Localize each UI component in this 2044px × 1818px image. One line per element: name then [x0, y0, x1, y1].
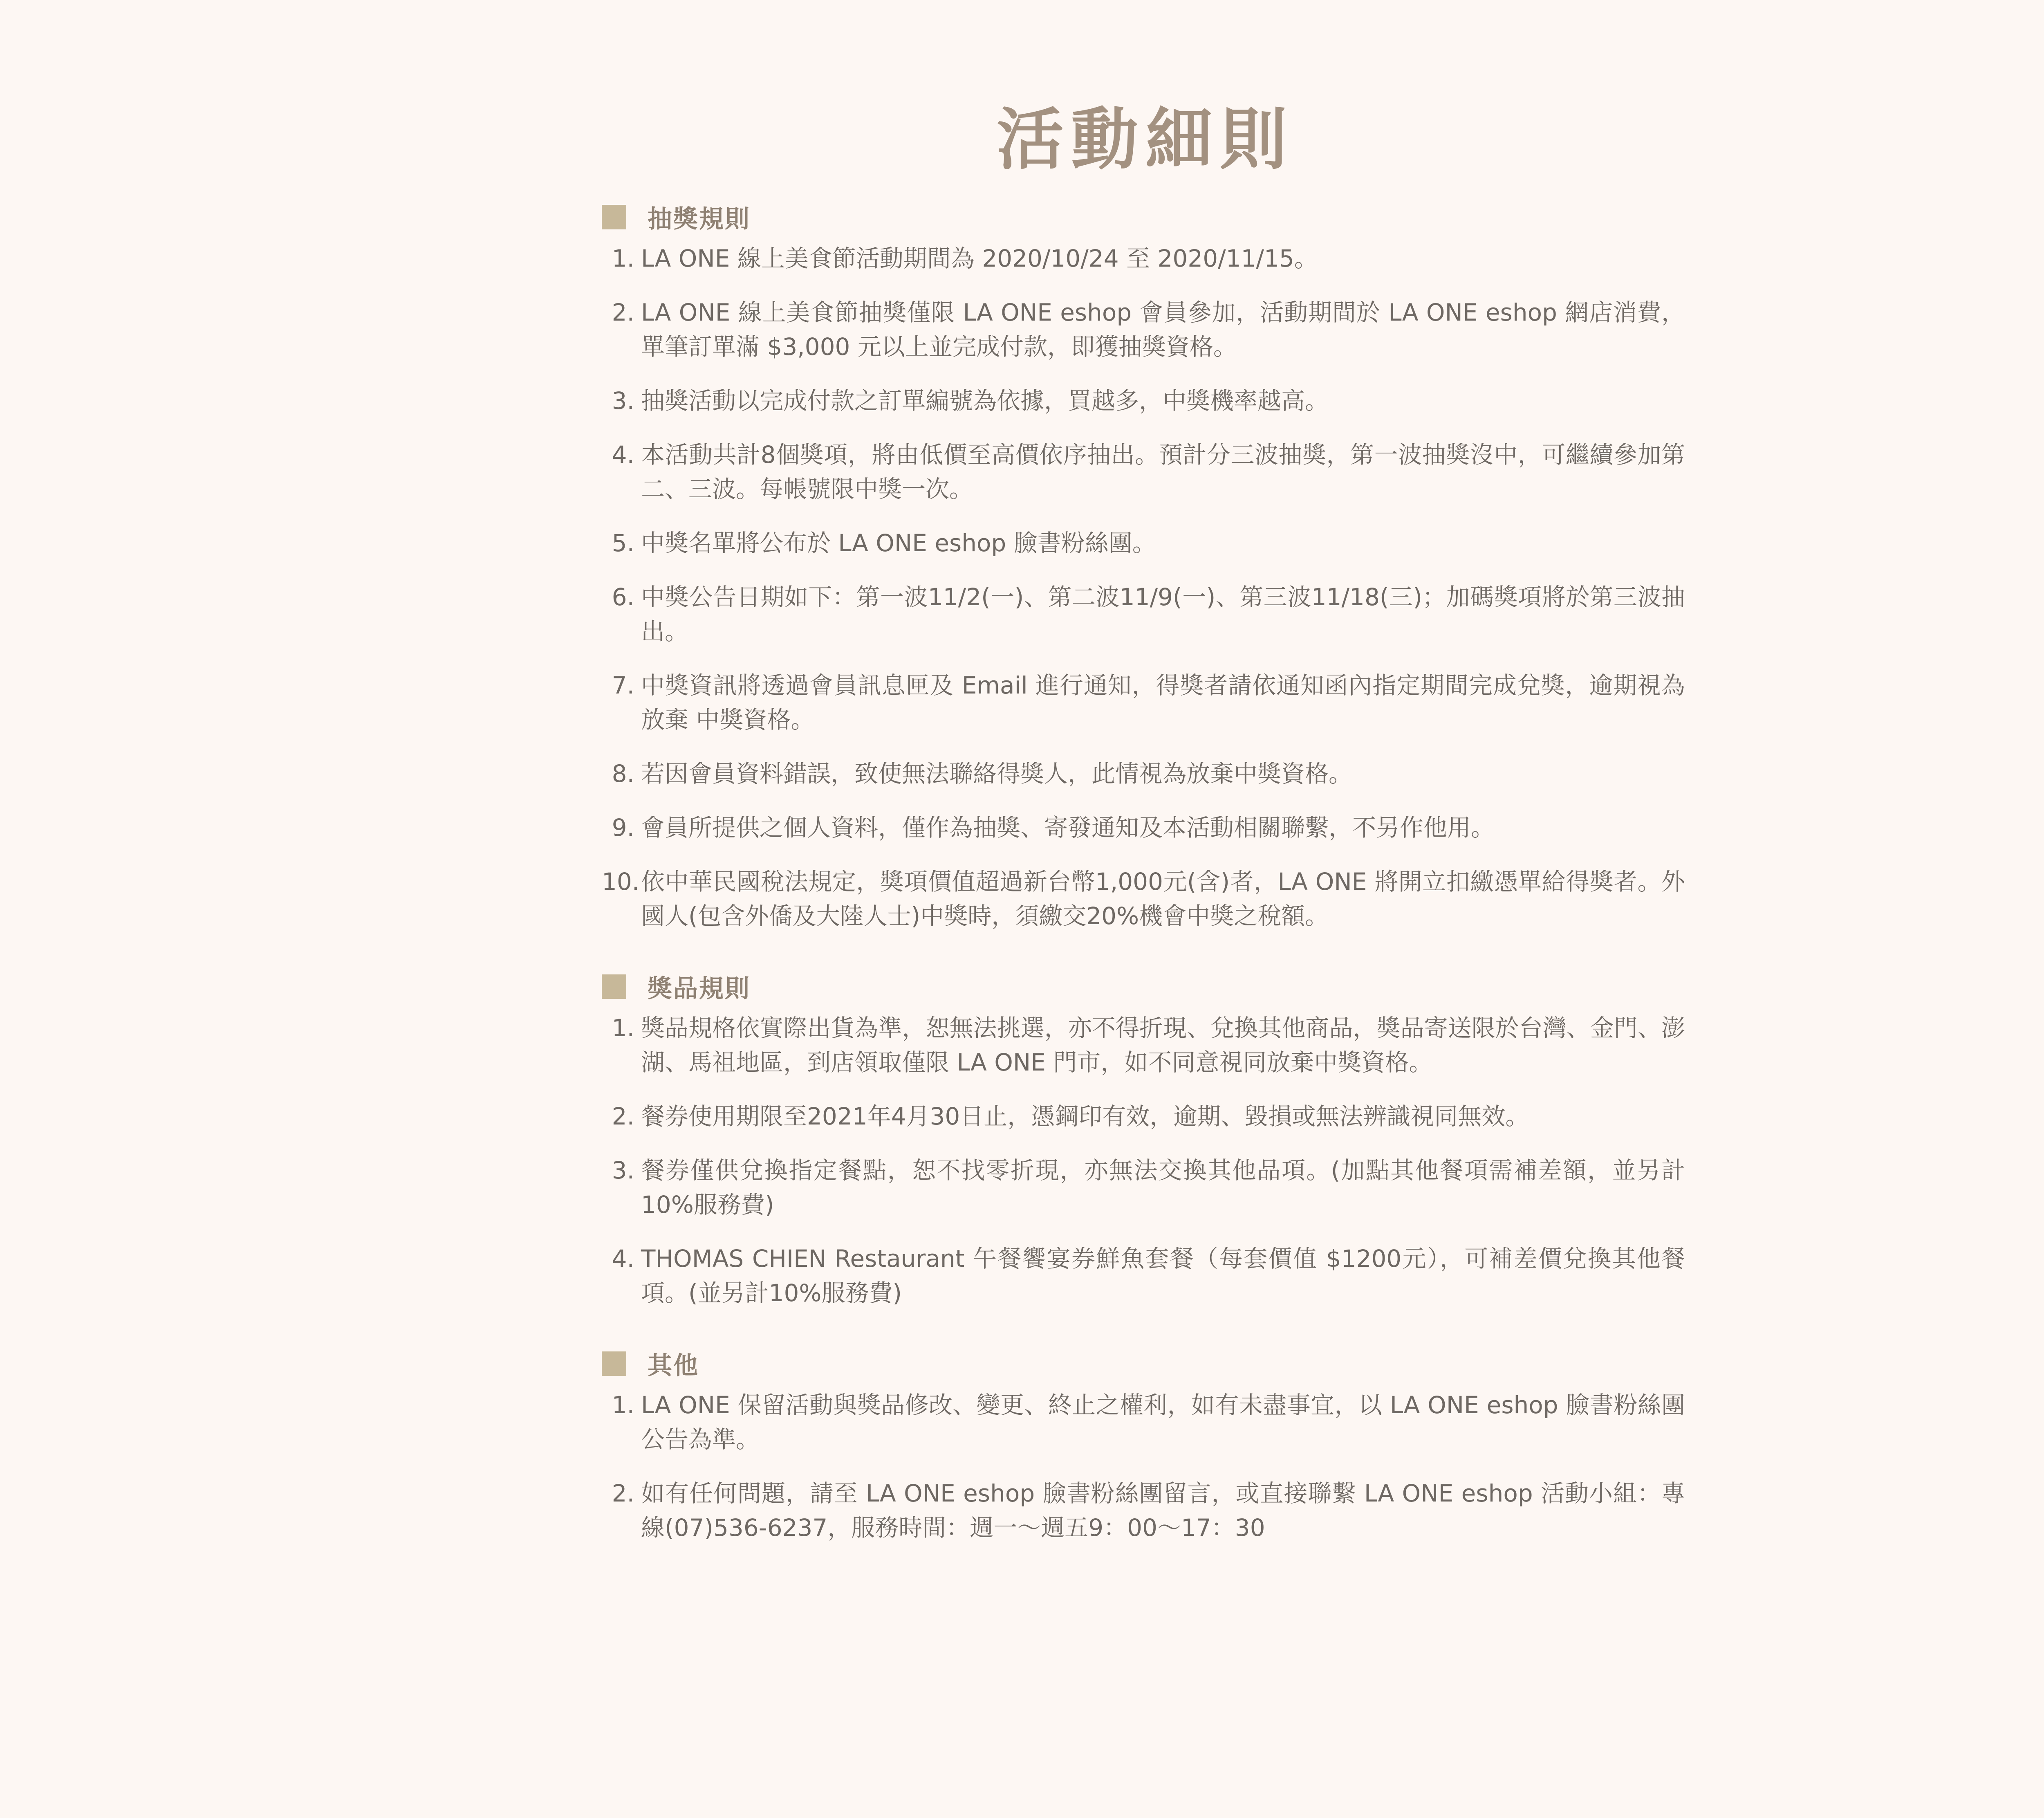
section-title: 抽獎規則: [648, 205, 751, 233]
item-number: 2.: [612, 1479, 634, 1507]
item-number: 1.: [612, 245, 634, 272]
item-text: 餐券僅供兌換指定餐點，恕不找零折現，亦無法交換其他品項。(加點其他餐項需補差額，並另計10%服務費): [641, 1156, 1685, 1219]
item-text: 如有任何問題，請至 LA ONE eshop 臉書粉絲團留言，或直接聯繫 LA ONE eshop 活動小組：專線(07)536-6237，服務時間：週一～週五9：00～17：30: [641, 1479, 1685, 1542]
list-item: [602, 526, 1685, 560]
item-text: 本活動共計8個獎項，將由低價至高價依序抽出。預計分三波抽獎，第一波抽獎沒中，可繼續參加第二、三波。每帳號限中獎一次。: [641, 441, 1685, 503]
square-bullet-icon: [602, 205, 626, 229]
section-title: 獎品規則: [648, 974, 751, 1003]
list-item: [602, 810, 1685, 845]
list-item: [602, 580, 1685, 649]
square-bullet-icon: [602, 1351, 626, 1376]
item-number: 3.: [612, 1156, 634, 1184]
list-item: [602, 438, 1685, 506]
item-text: 中獎資訊將透過會員訊息匣及 Email 進行通知，得獎者請依通知函內指定期間完成兌獎，逾期視為放棄 中獎資格。: [641, 671, 1685, 734]
item-text: 若因會員資料錯誤，致使無法聯絡得獎人，此情視為放棄中獎資格。: [641, 760, 1353, 788]
list-item: [602, 384, 1685, 418]
list-item: [602, 1388, 1685, 1457]
item-number: 2.: [612, 1102, 634, 1130]
page-title: 活動細則: [996, 101, 1294, 179]
item-text: LA ONE 保留活動與獎品修改、變更、終止之權利，如有未盡事宜，以 LA ONE eshop 臉書粉絲團公告為準。: [641, 1391, 1685, 1453]
section-header: [602, 199, 1685, 236]
item-text: THOMAS CHIEN Restaurant 午餐饗宴券鮮魚套餐（每套價值 $1200元），可補差價兌換其他餐項。(並另計10%服務費): [641, 1245, 1685, 1307]
list-item: [602, 756, 1685, 791]
item-number: 8.: [612, 760, 634, 788]
item-number: 2.: [612, 299, 634, 326]
rules-page: [602, 101, 1685, 1580]
item-number: 6.: [612, 583, 634, 611]
item-number: 1.: [612, 1014, 634, 1042]
item-number: 9.: [612, 814, 634, 842]
list-item: [602, 668, 1685, 737]
item-number: 5.: [612, 529, 634, 557]
item-number: 4.: [612, 441, 634, 469]
item-number: 3.: [612, 387, 634, 415]
section-other: [602, 1345, 1685, 1545]
item-number: 10.: [602, 868, 640, 896]
item-text: LA ONE 線上美食節抽獎僅限 LA ONE eshop 會員參加，活動期間於 LA ONE eshop 網店消費，單筆訂單滿 $3,000 元以上並完成付款，即獲抽獎資格。: [641, 299, 1685, 361]
list-item: [602, 1241, 1685, 1310]
item-text: 會員所提供之個人資料，僅作為抽獎、寄發通知及本活動相關聯繫，不另作他用。: [641, 814, 1495, 842]
list-item: [602, 1011, 1685, 1080]
section-header: [602, 968, 1685, 1005]
list-item: [602, 1476, 1685, 1545]
rules-list: [602, 241, 1685, 933]
section-lottery-rules: [602, 199, 1685, 933]
item-number: 1.: [612, 1391, 634, 1419]
item-text: 餐券使用期限至2021年4月30日止，憑鋼印有效，逾期、毀損或無法辨識視同無效。: [641, 1102, 1529, 1130]
item-text: 抽獎活動以完成付款之訂單編號為依據，買越多，中獎機率越高。: [641, 387, 1329, 415]
list-item: [602, 295, 1685, 364]
item-number: 4.: [612, 1245, 634, 1273]
section-title: 其他: [648, 1351, 699, 1380]
item-number: 7.: [612, 671, 634, 699]
section-header: [602, 1345, 1685, 1382]
item-text: 中獎名單將公布於 LA ONE eshop 臉書粉絲團。: [641, 529, 1156, 557]
list-item: [602, 1099, 1685, 1133]
list-item: [602, 1153, 1685, 1222]
list-item: [602, 864, 1685, 933]
item-text: LA ONE 線上美食節活動期間為 2020/10/24 至 2020/11/15。: [641, 245, 1318, 272]
list-item: [602, 241, 1685, 276]
item-text: 依中華民國稅法規定，獎項價值超過新台幣1,000元(含)者，LA ONE 將開立扣繳憑單給得獎者。外國人(包含外僑及大陸人士)中獎時，須繳交20%機會中獎之稅額。: [641, 868, 1685, 930]
section-prize-rules: [602, 968, 1685, 1310]
item-text: 獎品規格依實際出貨為準，恕無法挑選，亦不得折現、兌換其他商品，獎品寄送限於台灣、金門、澎湖、馬祖地區，到店領取僅限 LA ONE 門市，如不同意視同放棄中獎資格。: [641, 1014, 1685, 1076]
rules-list: [602, 1011, 1685, 1310]
square-bullet-icon: [602, 974, 626, 999]
rules-list: [602, 1388, 1685, 1545]
item-text: 中獎公告日期如下：第一波11/2(一)、第二波11/9(一)、第三波11/18(三)；加碼獎項將於第三波抽出。: [641, 583, 1685, 645]
